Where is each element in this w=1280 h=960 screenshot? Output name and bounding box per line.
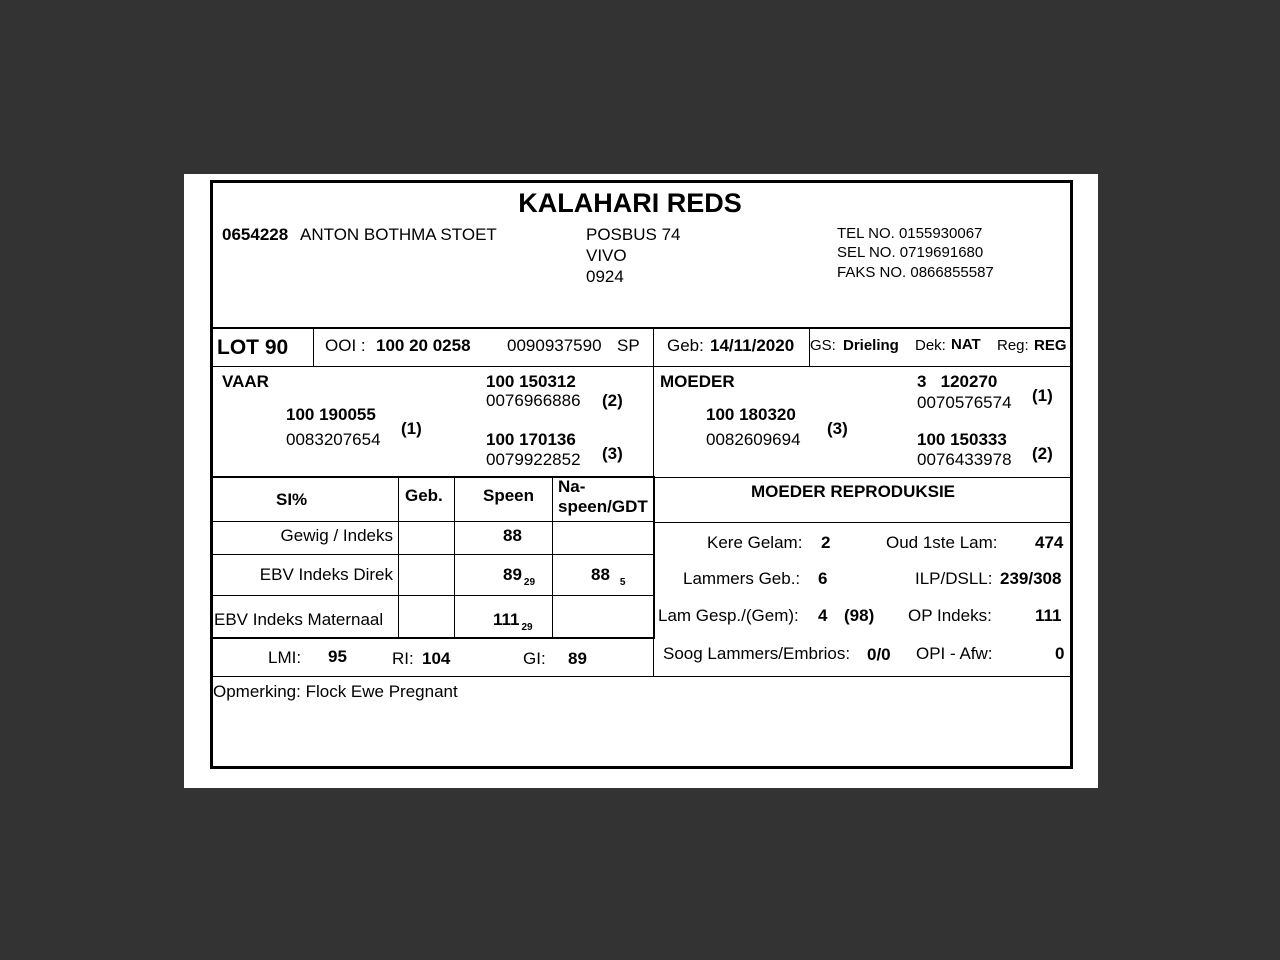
row-direk-speen (503, 565, 535, 588)
remark: Opmerking: Flock Ewe Pregnant (213, 682, 458, 701)
vaar-code: 0083207654 (286, 430, 381, 449)
opi-label: OPI - Afw: (916, 644, 993, 663)
dek-label: Dek: (915, 337, 946, 354)
oud-label: Oud 1ste Lam: (886, 533, 998, 552)
moeder-label: MOEDER (660, 372, 735, 391)
lmi-value: 95 (328, 647, 347, 666)
oud-value: 474 (1035, 533, 1064, 552)
si-rule-2 (210, 554, 653, 555)
moeder-sire-grade: (1) (1032, 386, 1053, 405)
vaar-grade: (1) (401, 419, 422, 438)
row-maternaal-speen-value: 111 (493, 610, 520, 629)
sel-number: SEL NO. 0719691680 (837, 244, 984, 261)
ooi-id: 100 20 0258 (376, 336, 471, 355)
soog-label: Soog Lammers/Embrios: (663, 644, 851, 663)
op-value: 111 (1035, 606, 1062, 625)
ooi-code: 0090937590 (507, 336, 602, 355)
row-direk-naspeen-value: 88 (591, 565, 610, 584)
moeder-id: 100 180320 (706, 405, 796, 424)
geb-header: Geb. (405, 486, 443, 505)
vaar-dam-code: 0079922852 (486, 450, 581, 469)
si-rule-1 (210, 521, 653, 522)
gs-value: Drieling (843, 337, 899, 354)
reg-value: REG (1034, 337, 1067, 354)
row-direk-speen-value: 89 (503, 565, 522, 584)
kere-gelam-value: 2 (821, 533, 831, 552)
ilp-value: 239/308 (1000, 569, 1062, 588)
rule-repro-title (654, 522, 1073, 523)
breed-title: KALAHARI REDS (518, 188, 742, 218)
tel-number: TEL NO. 0155930067 (837, 225, 983, 242)
rule-pedigree-mid (653, 367, 654, 477)
naspeen-header-1: Na- (558, 477, 586, 496)
kere-gelam-label: Kere Gelam: (707, 533, 803, 552)
geb-value: 14/11/2020 (710, 336, 795, 355)
lam-gesp-label: Lam Gesp./(Gem): (658, 606, 799, 625)
gs-label: GS: (810, 337, 836, 354)
moeder-sire-code: 0070576574 (917, 393, 1012, 412)
lammers-geb-value: 6 (818, 569, 828, 588)
gi-value: 89 (568, 649, 587, 668)
ri-value: 104 (422, 649, 451, 668)
row-maternaal-speen-sub: 29 (521, 622, 533, 633)
row-direk-speen-sub: 29 (523, 577, 536, 588)
breeder-number: 0654228 (222, 225, 289, 244)
address-line-3: 0924 (586, 267, 624, 286)
gi-label: GI: (523, 649, 546, 668)
si-header: SI% (276, 490, 308, 509)
vaar-sire-grade: (2) (602, 391, 623, 410)
opi-value: 0 (1055, 644, 1065, 663)
address-line-1: POSBUS 74 (586, 225, 681, 244)
moeder-grade: (3) (827, 419, 848, 438)
row-gewig-speen: 88 (503, 526, 522, 545)
rule-indices-right (653, 638, 654, 676)
lam-gesp-value: 4 (818, 606, 828, 625)
si-col-1 (398, 478, 399, 637)
rule-lot-bottom (210, 366, 1073, 367)
vaar-id: 100 190055 (286, 405, 376, 424)
faks-number: FAKS NO. 0866855587 (837, 264, 994, 281)
speen-header: Speen (483, 486, 535, 505)
moeder-dam-code: 0076433978 (917, 450, 1012, 469)
vaar-sire-id: 100 150312 (486, 372, 576, 391)
lammers-geb-label: Lammers Geb.: (683, 569, 801, 588)
rule-indices-bottom (210, 676, 1073, 677)
si-rule-3 (210, 595, 653, 596)
naspeen-header-2: speen/GDT (558, 497, 648, 516)
row-gewig-label: Gewig / Indeks (280, 526, 393, 545)
vaar-sire-code: 0076966886 (486, 391, 581, 410)
vaar-dam-id: 100 170136 (486, 430, 576, 449)
breeder-name: ANTON BOTHMA STOET (300, 225, 497, 244)
si-col-3 (552, 478, 553, 637)
lam-gesp-gem: (98) (844, 606, 875, 625)
lmi-label: LMI: (268, 648, 302, 667)
address-line-2: VIVO (586, 246, 627, 265)
rule-lot-v1 (313, 328, 314, 366)
row-maternaal-speen (493, 610, 533, 633)
row-direk-naspeen-sub: 5 (619, 577, 626, 588)
moeder-sire-id: 3 120270 (917, 372, 998, 391)
moeder-dam-grade: (2) (1032, 444, 1053, 463)
reg-label: Reg: (997, 337, 1029, 354)
ri-label: RI: (392, 649, 414, 668)
lot-number: LOT 90 (217, 336, 289, 359)
soog-value: 0/0 (867, 645, 891, 664)
row-direk-naspeen (591, 565, 625, 588)
dek-value: NAT (951, 336, 981, 353)
geb-label: Geb: (667, 336, 704, 355)
vaar-label: VAAR (222, 372, 269, 391)
moeder-dam-id: 100 150333 (917, 430, 1007, 449)
op-label: OP Indeks: (908, 606, 992, 625)
vaar-dam-grade: (3) (602, 444, 623, 463)
sale-card (210, 180, 1073, 769)
row-maternaal-label: EBV Indeks Maternaal (214, 610, 384, 629)
row-direk-label: EBV Indeks Direk (259, 565, 393, 584)
rule-lot-top (210, 327, 1073, 329)
repro-title: MOEDER REPRODUKSIE (751, 482, 956, 501)
rule-lot-v2 (653, 328, 654, 366)
moeder-code: 0082609694 (706, 430, 801, 449)
ooi-label: OOI : (325, 336, 366, 355)
si-col-2 (454, 478, 455, 637)
ilp-label: ILP/DSLL: (915, 569, 993, 588)
ooi-sp: SP (617, 336, 640, 355)
